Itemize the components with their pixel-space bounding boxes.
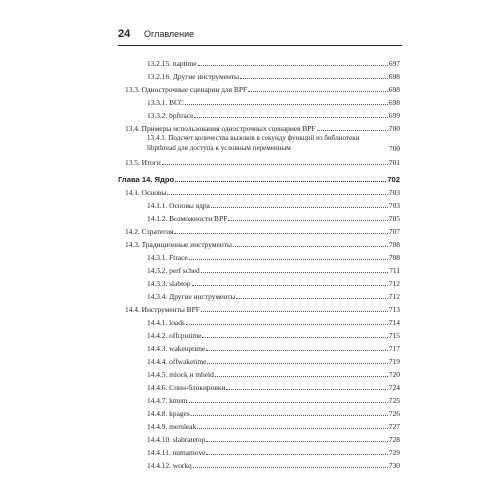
leader-dots bbox=[206, 441, 388, 442]
toc-entry[interactable] bbox=[147, 367, 400, 379]
toc-entry[interactable] bbox=[147, 56, 400, 68]
toc-entry[interactable] bbox=[147, 211, 400, 223]
toc-entry[interactable] bbox=[147, 108, 400, 120]
toc-entry-page: 713 bbox=[388, 305, 400, 314]
toc-entry-page: 729 bbox=[388, 448, 400, 457]
toc-entry-title: 14.3.3. slabtop bbox=[147, 279, 191, 288]
toc-entry[interactable] bbox=[147, 276, 400, 288]
toc-entry-title: 14.4.8. kpages bbox=[147, 409, 190, 418]
toc-entry-page: 697 bbox=[388, 59, 400, 68]
toc-entry[interactable] bbox=[125, 82, 400, 94]
leader-dots bbox=[198, 65, 388, 66]
toc-entry-page: 708 bbox=[388, 240, 400, 249]
toc-entry-page: 700 bbox=[389, 144, 401, 153]
leader-dots bbox=[215, 376, 388, 377]
toc-entry-page: 726 bbox=[388, 409, 400, 418]
leader-dots bbox=[186, 324, 388, 325]
toc-entry[interactable] bbox=[125, 237, 400, 249]
toc-entry-title: 14.4.2. offcputime bbox=[147, 331, 202, 340]
toc-entry-title: 13.4.1. Подсчет количества вызовов в секунду функций из библиотеки libpthread для доступа к условным переменным bbox=[147, 134, 360, 152]
toc-entry-title: 13.3.2. bpftrace bbox=[147, 111, 194, 120]
toc-entry-title: 14.4.5. mlock и mheld bbox=[147, 370, 214, 379]
toc-entry[interactable] bbox=[147, 69, 400, 81]
toc-entry-page: 712 bbox=[388, 292, 400, 301]
toc-entry-page: 703 bbox=[388, 201, 400, 210]
leader-dots bbox=[206, 350, 388, 351]
toc-entry-page: 728 bbox=[388, 435, 400, 444]
toc-entry-page: 711 bbox=[389, 266, 400, 275]
toc-entry-title: Глава 14. Ядро bbox=[118, 175, 175, 184]
toc-entry-title: 13.3.1. BCC bbox=[147, 98, 184, 107]
toc-entry-page: 712 bbox=[388, 279, 400, 288]
toc-entry-title: 14.4.4. offwaketime bbox=[147, 357, 207, 366]
leader-dots bbox=[174, 233, 387, 234]
leader-dots bbox=[211, 207, 388, 208]
toc-entry-page: 699 bbox=[388, 111, 400, 120]
toc-entry-title: 14.1. Основы bbox=[125, 188, 167, 197]
toc-entry-title: 14.4.9. memleak bbox=[147, 422, 197, 431]
leader-dots bbox=[206, 454, 387, 455]
toc-entry[interactable] bbox=[125, 155, 400, 167]
toc-entry-page: 698 bbox=[388, 85, 400, 94]
toc-entry-page: 700 bbox=[388, 124, 400, 133]
leader-dots bbox=[175, 181, 386, 182]
leader-dots bbox=[197, 428, 388, 429]
page-number: 24 bbox=[118, 28, 131, 40]
toc-entry-page: 705 bbox=[388, 214, 400, 223]
toc-entry-title: 14.4. Инструменты BPF bbox=[125, 305, 200, 314]
leader-dots bbox=[233, 246, 388, 247]
leader-dots bbox=[193, 467, 388, 468]
leader-dots bbox=[317, 130, 388, 131]
toc-entry[interactable] bbox=[147, 315, 400, 327]
leader-dots bbox=[189, 259, 388, 260]
toc-entry[interactable] bbox=[147, 95, 400, 107]
toc-entry-page: 727 bbox=[388, 422, 400, 431]
toc-entry-page: 720 bbox=[388, 370, 400, 379]
toc-entry-title: 13.2.15. naptime bbox=[147, 59, 197, 68]
toc-entry-page: 715 bbox=[388, 331, 400, 340]
leader-dots bbox=[185, 104, 388, 105]
toc-entry-title: 14.3.4. Другие инструменты bbox=[147, 292, 236, 301]
leader-dots bbox=[191, 415, 388, 416]
toc-entry-title: 14.4.12. workq bbox=[147, 461, 192, 470]
toc-entry-page: 719 bbox=[388, 357, 400, 366]
toc-entry-page: 717 bbox=[388, 344, 400, 353]
leader-dots bbox=[162, 164, 388, 165]
toc-entry-title: 13.5. Итоги bbox=[125, 158, 161, 167]
toc-entry-title: 13.3. Однострочные сценарии для BPF bbox=[125, 85, 248, 94]
leader-dots bbox=[201, 311, 388, 312]
toc-entry-page: 698 bbox=[388, 72, 400, 81]
toc-entry[interactable] bbox=[147, 250, 400, 262]
leader-dots bbox=[236, 298, 387, 299]
toc-entry-page: 730 bbox=[388, 461, 400, 470]
toc-entry[interactable] bbox=[125, 302, 400, 314]
leader-dots bbox=[167, 194, 388, 195]
toc-entry-title: 14.4.3. wakeuptime bbox=[147, 344, 206, 353]
toc-entry-title: 14.1.2. Возможности BPF bbox=[147, 214, 228, 223]
leader-dots bbox=[240, 78, 388, 79]
toc-entry-page: 714 bbox=[388, 318, 400, 327]
toc-entry-page: 725 bbox=[388, 396, 400, 405]
toc-entry[interactable] bbox=[147, 380, 400, 392]
toc-entry-page: 702 bbox=[387, 175, 400, 184]
toc-entry-title: 14.3.1. Ftrace bbox=[147, 253, 188, 262]
toc-entry[interactable] bbox=[147, 458, 400, 470]
toc-entry-page: 703 bbox=[388, 188, 400, 197]
leader-dots bbox=[248, 91, 388, 92]
toc-entry[interactable] bbox=[125, 121, 400, 133]
toc-entry-page: 724 bbox=[388, 383, 400, 392]
leader-dots bbox=[202, 337, 387, 338]
leader-dots bbox=[207, 363, 388, 364]
toc-entry[interactable] bbox=[147, 198, 400, 210]
toc-entry[interactable] bbox=[147, 289, 400, 301]
leader-dots bbox=[192, 285, 388, 286]
toc-entry-title: 14.4.6. Спин-блокировки bbox=[147, 383, 226, 392]
toc-entry[interactable] bbox=[147, 354, 400, 366]
leader-dots bbox=[201, 272, 388, 273]
running-title: Оглавление bbox=[144, 29, 195, 39]
toc-entry-page: 698 bbox=[388, 98, 400, 107]
toc-entry[interactable] bbox=[147, 432, 400, 444]
toc-entry[interactable] bbox=[125, 185, 400, 197]
toc-entry[interactable] bbox=[147, 341, 400, 353]
toc-chapter-entry[interactable] bbox=[118, 172, 400, 184]
toc-entry[interactable] bbox=[147, 406, 400, 418]
toc-entry-title: 14.4.1. loads bbox=[147, 318, 185, 327]
leader-dots bbox=[228, 220, 388, 221]
toc-entry-title: 14.4.11. numamove bbox=[147, 448, 206, 457]
leader-dots bbox=[189, 402, 388, 403]
toc-entry[interactable] bbox=[125, 224, 400, 236]
toc-entry[interactable] bbox=[147, 419, 400, 431]
toc-entry-title: 14.3.2. perf sched bbox=[147, 266, 200, 275]
toc-entry-title: 13.2.16. Другие инструменты bbox=[147, 72, 240, 81]
toc-entry-title: 13.4. Примеры использования однострочных сценариев BPF bbox=[125, 124, 316, 133]
toc-entry[interactable] bbox=[147, 328, 400, 340]
toc-entry[interactable] bbox=[147, 133, 400, 153]
toc-entry-title: 14.3. Традиционные инструменты bbox=[125, 240, 232, 249]
toc-entry-title: 14.1.1. Основы ядра bbox=[147, 201, 210, 210]
toc-entry-page: 701 bbox=[388, 158, 400, 167]
leader-dots bbox=[226, 389, 388, 390]
toc-entry-page: 707 bbox=[388, 227, 400, 236]
toc-entry[interactable] bbox=[147, 263, 400, 275]
toc-entry[interactable] bbox=[147, 393, 400, 405]
toc-entry-title: 14.2. Стратегия bbox=[125, 227, 174, 236]
toc-entry-title: 14.4.10. slabratetop bbox=[147, 435, 206, 444]
toc-entry[interactable] bbox=[147, 445, 400, 457]
toc-entry-page: 708 bbox=[388, 253, 400, 262]
leader-dots bbox=[194, 117, 388, 118]
toc-entry-title: 14.4.7. kmem bbox=[147, 396, 188, 405]
